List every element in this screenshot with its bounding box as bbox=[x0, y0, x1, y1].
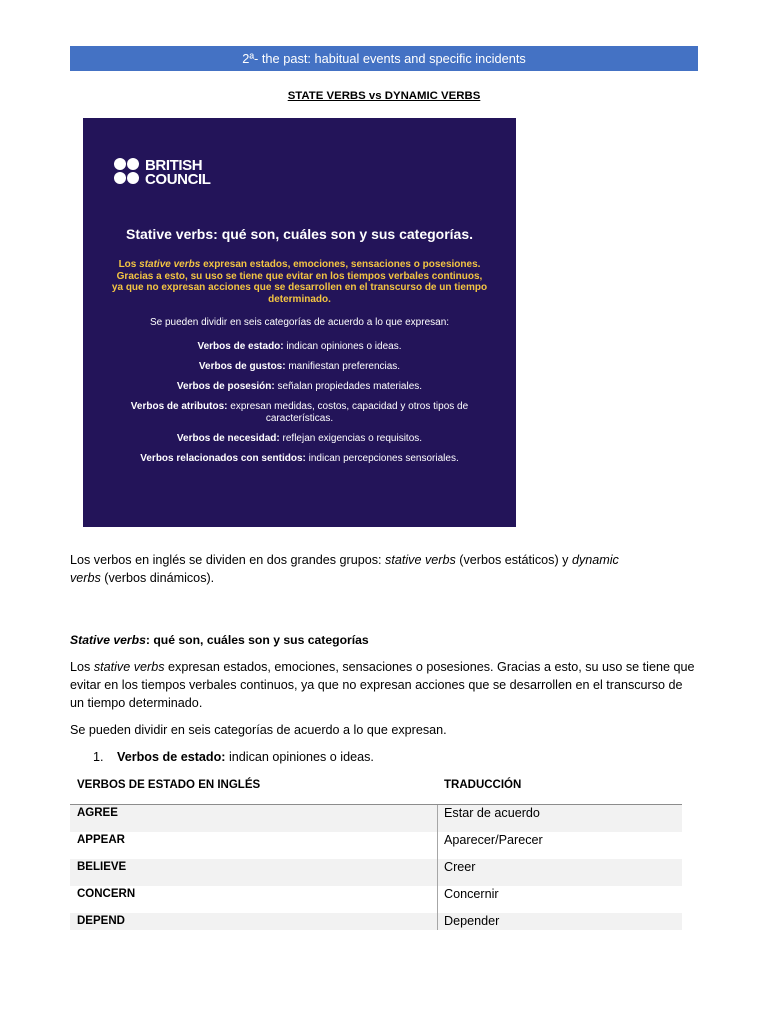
logo-line-1: BRITISH bbox=[145, 157, 203, 174]
stative-verbs-infographic bbox=[83, 118, 516, 527]
table-header-row bbox=[70, 777, 682, 805]
table-header-cell: VERBOS DE ESTADO EN INGLÉS bbox=[77, 779, 261, 791]
category-desc: indican percepciones sensoriales. bbox=[305, 453, 459, 464]
state-verbs-table bbox=[70, 777, 682, 930]
document-title-text: STATE VERBS vs DYNAMIC VERBS bbox=[287, 90, 481, 102]
translation-cell: Aparecer/Parecer bbox=[437, 832, 682, 859]
category-desc: indican opiniones o ideas. bbox=[283, 341, 402, 352]
section-heading-text: : qué son, cuáles son y sus categorías bbox=[145, 633, 369, 647]
infographic-heading: Stative verbs: qué son, cuáles son y sus categorías. bbox=[125, 226, 474, 242]
intro-text: Los bbox=[118, 259, 140, 270]
category-term: Verbos de necesidad: bbox=[176, 433, 280, 444]
term-stative-verbs: stative verbs bbox=[385, 553, 456, 567]
verb-groups-paragraph bbox=[70, 551, 645, 587]
infographic-category bbox=[112, 401, 487, 425]
infographic-intro bbox=[83, 259, 516, 305]
british-council-dots-icon bbox=[114, 158, 140, 185]
category-term: Verbos de posesión: bbox=[176, 381, 275, 392]
term-stative-verbs: stative verbs bbox=[93, 660, 165, 674]
category-term: Verbos de gustos: bbox=[198, 361, 286, 372]
infographic-intro-line: Gracias a esto, su uso se tiene que evitar en los tiempos verbales continuos, bbox=[116, 270, 483, 282]
paragraph-text: Los verbos en inglés se dividen en dos grandes grupos: bbox=[70, 553, 386, 567]
translation-cell: Estar de acuerdo bbox=[437, 805, 682, 832]
list-item bbox=[117, 748, 374, 766]
intro-term: stative verbs bbox=[139, 259, 201, 270]
table-header-cell: TRADUCCIÓN bbox=[444, 779, 522, 791]
infographic-category bbox=[112, 361, 487, 373]
paragraph-text: Los bbox=[70, 660, 94, 674]
paragraph-text: (verbos dinámicos). bbox=[100, 571, 215, 585]
category-desc: reflejan exigencias o requisitos. bbox=[279, 433, 423, 444]
logo-dot bbox=[114, 158, 126, 170]
list-number: 1. bbox=[93, 750, 104, 764]
numbered-list bbox=[70, 748, 698, 766]
table-row bbox=[70, 886, 682, 913]
translation-cell: Creer bbox=[437, 859, 682, 886]
infographic-category bbox=[112, 433, 487, 445]
list-item-desc: indican opiniones o ideas. bbox=[225, 750, 374, 764]
logo-dot bbox=[127, 172, 139, 184]
definition-paragraph bbox=[70, 658, 698, 712]
table-row bbox=[70, 859, 682, 886]
document-title bbox=[70, 88, 698, 104]
category-term: Verbos de estado: bbox=[197, 341, 284, 352]
table-row bbox=[70, 913, 682, 930]
paragraph-text: (verbos estáticos) y bbox=[455, 553, 572, 567]
verb-cell: APPEAR bbox=[77, 834, 125, 846]
category-desc: manifiestan preferencias. bbox=[285, 361, 401, 372]
infographic-category bbox=[112, 341, 487, 353]
infographic-intro-line bbox=[83, 259, 516, 271]
logo-wordmark bbox=[145, 159, 211, 186]
category-desc: expresan medidas, costos, capacidad y otros tipos de características. bbox=[227, 401, 469, 424]
term-dynamic-verbs: dynamic verbs bbox=[70, 553, 619, 585]
translation-cell: Concernir bbox=[437, 886, 682, 913]
infographic-lead: Se pueden dividir en seis categorías de acuerdo a lo que expresan: bbox=[149, 317, 450, 328]
logo-dot bbox=[114, 172, 126, 184]
paragraph-text: expresan estados, emociones, sensaciones o posesiones. Gracias a esto, su uso se tiene que evitar en los tiempos verbales continuos, ya que no expresan acciones que se desarrollen en el transcurso de un tiempo determinado. bbox=[70, 660, 695, 710]
intro-text: expresan estados, emociones, sensaciones o posesiones. bbox=[200, 259, 481, 270]
verb-cell: DEPEND bbox=[77, 915, 125, 927]
infographic-intro-line: ya que no expresan acciones que se desarrollen en el transcurso de un tiempo bbox=[111, 282, 488, 293]
category-term: Verbos relacionados con sentidos: bbox=[140, 453, 306, 464]
verb-cell: CONCERN bbox=[77, 888, 136, 900]
british-council-logo bbox=[114, 158, 214, 186]
section-header-bar: 2ª- the past: habitual events and specific incidents bbox=[70, 46, 698, 71]
section-heading bbox=[70, 631, 369, 649]
infographic-category bbox=[112, 381, 487, 393]
category-desc: señalan propiedades materiales. bbox=[274, 381, 423, 392]
logo-dot bbox=[127, 158, 139, 170]
table-row bbox=[70, 832, 682, 859]
section-heading-term: Stative verbs bbox=[70, 633, 146, 647]
logo-line-2: COUNCIL bbox=[145, 170, 211, 188]
list-item-term: Verbos de estado: bbox=[117, 750, 226, 764]
infographic-category-list bbox=[83, 341, 516, 473]
verb-cell: AGREE bbox=[77, 807, 118, 819]
infographic-category bbox=[112, 453, 487, 465]
categories-intro-paragraph: Se pueden dividir en seis categorías de acuerdo a lo que expresan. bbox=[70, 723, 447, 737]
table-row bbox=[70, 805, 682, 832]
translation-cell: Depender bbox=[437, 913, 682, 930]
verb-cell: BELIEVE bbox=[77, 861, 127, 873]
infographic-intro-line: determinado. bbox=[268, 293, 331, 305]
category-term: Verbos de atributos: bbox=[130, 401, 228, 412]
